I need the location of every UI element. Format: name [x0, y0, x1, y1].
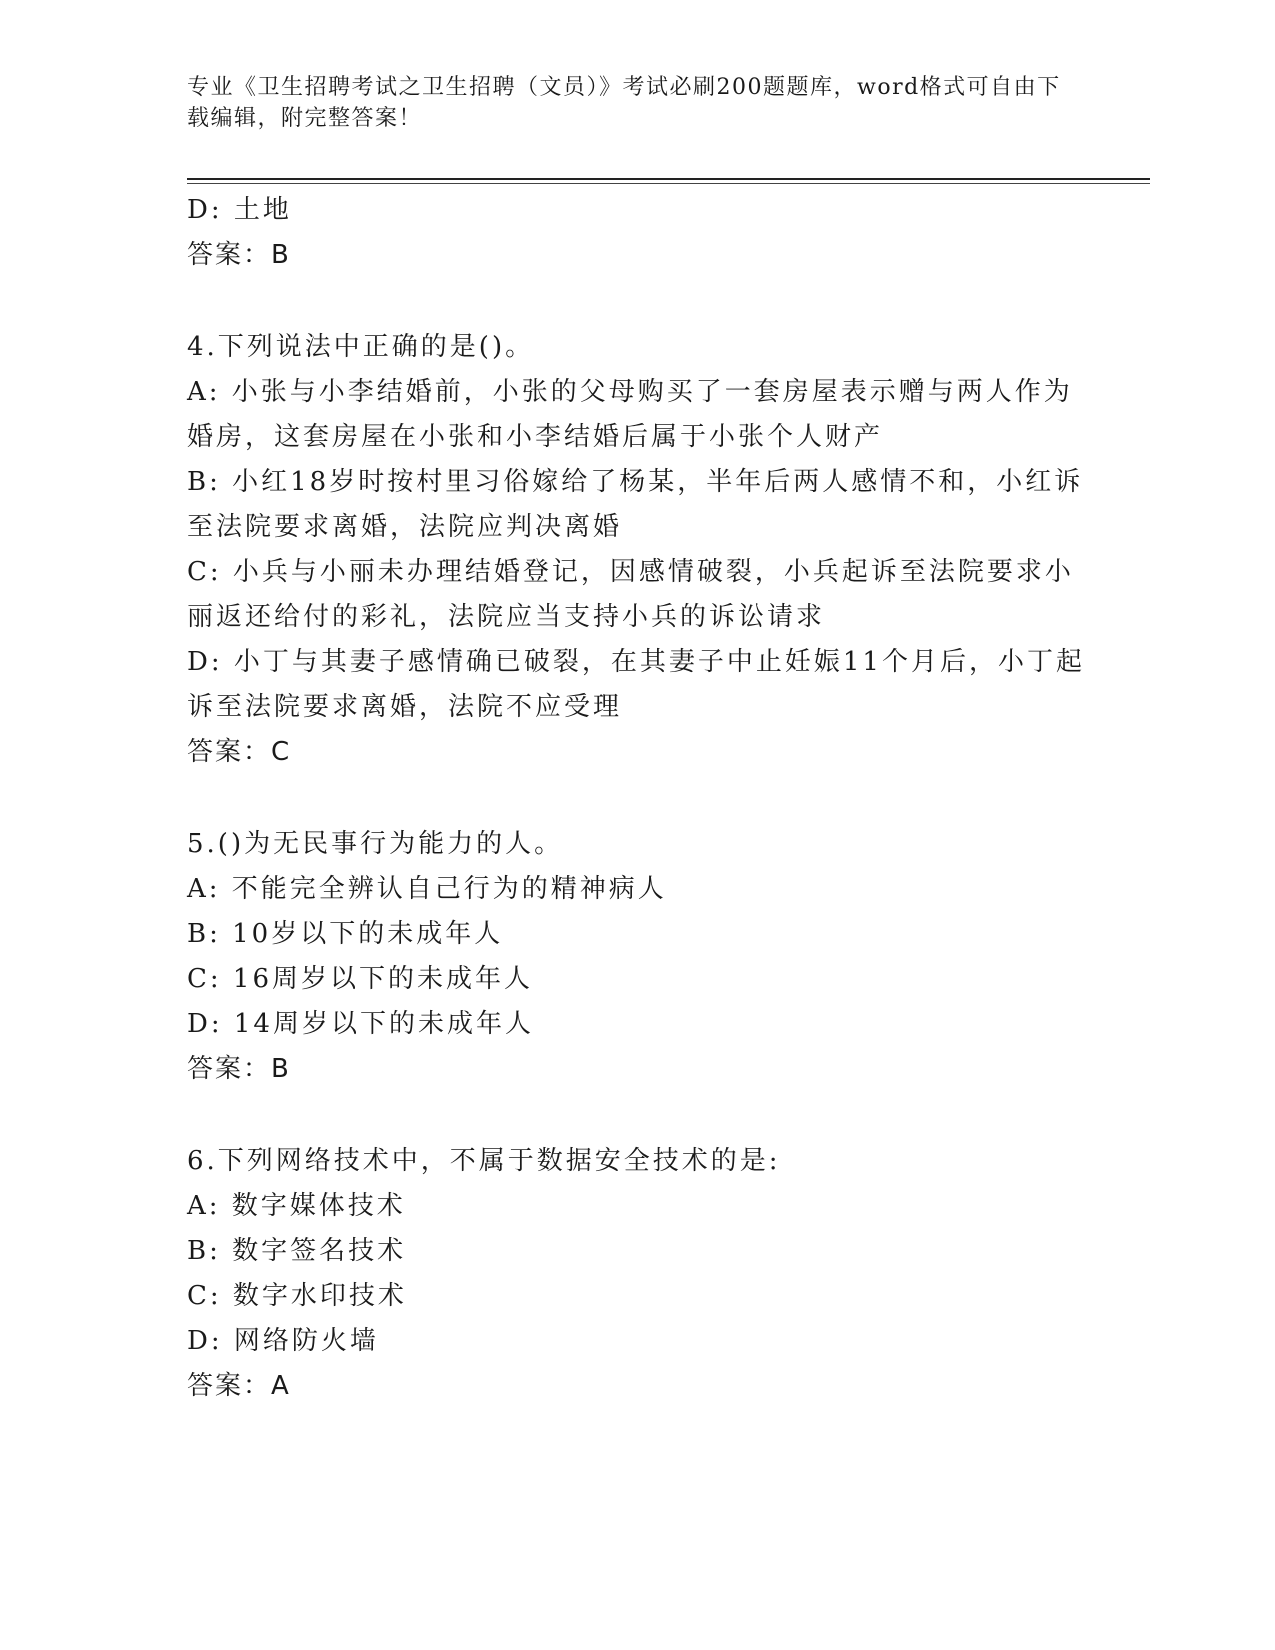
option-d: D: 14周岁以下的未成年人 [187, 1009, 534, 1039]
option-a: A: 不能完全辨认自己行为的精神病人 [187, 874, 667, 904]
answer-line: 答案：A [187, 1371, 291, 1401]
question-5 [187, 822, 1087, 1092]
option-c: C: 数字水印技术 [187, 1281, 407, 1311]
answer-line: 答案：C [187, 737, 292, 767]
answer-line: 答案：B [187, 1054, 291, 1084]
header-divider-thick [187, 178, 1150, 180]
option-a: A: 数字媒体技术 [187, 1191, 406, 1221]
answer-line: 答案：B [187, 240, 291, 270]
option-c: C: 小兵与小丽未办理结婚登记，因感情破裂，小兵起诉至法院要求小丽返还给付的彩礼，法院应当支持小兵的诉讼请求 [187, 557, 1074, 632]
question-4 [187, 325, 1087, 775]
carryover-block [187, 188, 1087, 278]
option-a: A: 小张与小李结婚前，小张的父母购买了一套房屋表示赠与两人作为婚房，这套房屋在小张和小李结婚后属于小张个人财产 [187, 377, 1073, 452]
option-b: B: 小红18岁时按村里习俗嫁给了杨某，半年后两人感情不和，小红诉至法院要求离婚，法院应判决离婚 [187, 467, 1084, 542]
document-header: 专业《卫生招聘考试之卫生招聘（文员）》考试必刷200题题库，word格式可自由下载编辑，附完整答案！ [187, 75, 1061, 131]
header-divider-thin [187, 183, 1150, 184]
question-stem: 4.下列说法中正确的是()。 [187, 332, 535, 362]
option-b: B: 数字签名技术 [187, 1236, 407, 1266]
option-d: D: 土地 [187, 195, 292, 225]
question-6 [187, 1139, 1087, 1409]
question-stem: 6.下列网络技术中，不属于数据安全技术的是: [187, 1146, 781, 1176]
question-stem: 5.()为无民事行为能力的人。 [187, 829, 564, 859]
option-c: C: 16周岁以下的未成年人 [187, 964, 534, 994]
question-content [187, 188, 1087, 1409]
option-d: D: 网络防火墙 [187, 1326, 379, 1356]
option-b: B: 10岁以下的未成年人 [187, 919, 504, 949]
option-d: D: 小丁与其妻子感情确已破裂，在其妻子中止妊娠11个月后，小丁起诉至法院要求离婚，法院不应受理 [187, 647, 1085, 722]
